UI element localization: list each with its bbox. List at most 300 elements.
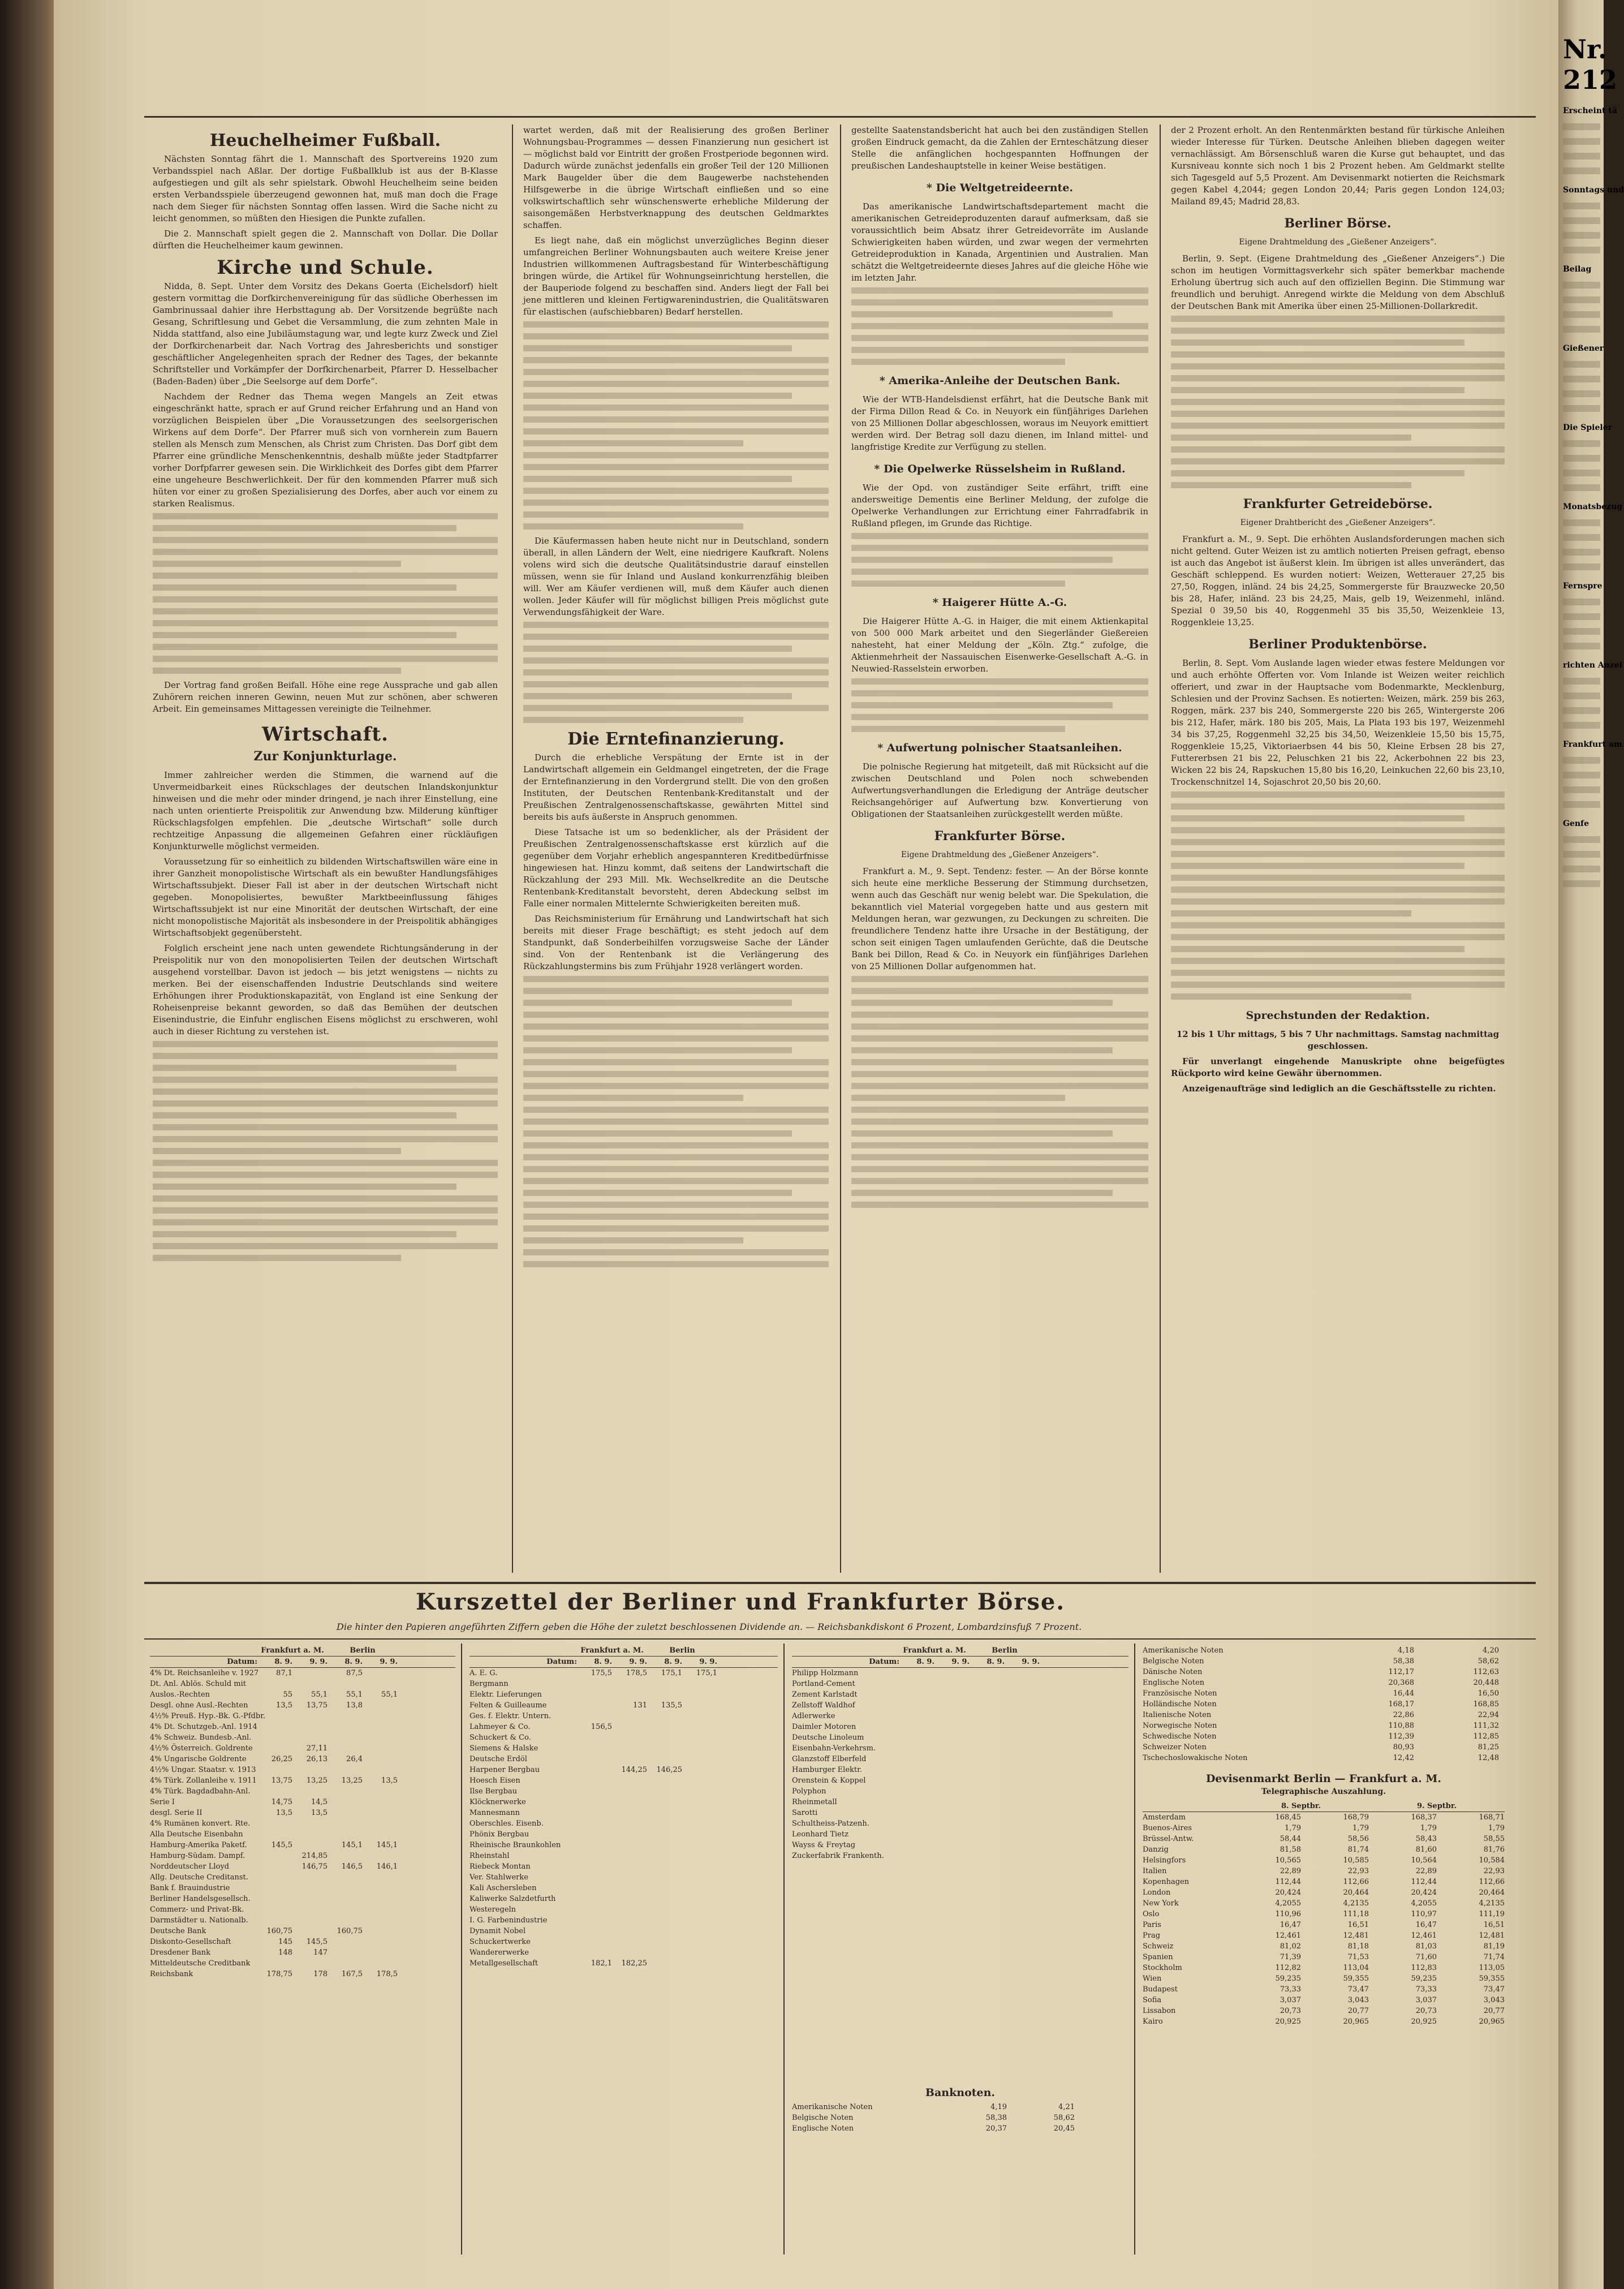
next-page-line <box>1563 707 1600 714</box>
next-page-line <box>1563 217 1600 224</box>
devisen-rate: 73,47 <box>1347 1985 1369 1994</box>
article-text: Die Käufermassen haben heute nicht nur in Deutschland, sondern überall, in allen Ländern der Welt, eine niedrigere Kaufkraft. Nolens volens wird sich die deutsche Qualitätsindustrie darauf einstellen müssen, wenn sie für Inland und Ausland konkurrenzfähig bleiben will. Wer am Käufer verdienen will, muß dem Käufer auch dienen wollen. Jeder Käufer will für möglichst billigen Preis möglichst gute Verwendungsfähigkeit der Ware. <box>523 536 829 617</box>
notice-text: Anzeigenaufträge sind lediglich an die Geschäftsstelle zu richten. <box>1182 1083 1496 1094</box>
quote-cell: 131 <box>633 1701 647 1710</box>
security-name: Rheinmetall <box>792 1798 837 1806</box>
devisen-row <box>1143 1984 1505 1995</box>
table-row <box>150 1668 455 1679</box>
devisen-rate: 20,73 <box>1415 2007 1437 2015</box>
devisen-row <box>1143 1930 1505 1941</box>
quote-cell: 14,5 <box>311 1798 328 1806</box>
security-name: Kaliwerke Salzdetfurth <box>469 1895 556 1903</box>
devisen-rate: 59,355 <box>1343 1974 1369 1983</box>
quote-cell <box>899 1732 934 1743</box>
security-name: Bergmann <box>469 1680 509 1688</box>
table-date-cell: 8. 9. <box>344 1658 363 1666</box>
quote-cell <box>970 1840 1005 1851</box>
quote-cell <box>363 1797 398 1808</box>
article-text: Frankfurt a. M., 9. Sept. Tendenz: fester. — An der Börse konnte sich heute eine merkliche Besserung der Stimmung durchsetzen, wenn auch das Geschäft nur wenig belebt war. Die Spekulation, die bekanntlich viel Material vorgegeben hatte und aus gestern mit Meldungen heran, war gezwungen, zu Deckungen zu schreiten. Die freundlichere Tendenz hatte ihre Ursache in der Bestätigung, der schon seit einigen Tagen umlaufenden Gerüchte, daß die Deutsche Bank bei Dillon, Read & Co. in Neuyork ein fünfjähriges Darlehen von 25 Millionen Dollar aufgenommen hat. <box>851 866 1148 971</box>
quote-cell <box>899 1829 934 1840</box>
security-name: Hamburg-Südam. Dampf. <box>150 1852 245 1860</box>
next-page-line <box>1563 153 1600 160</box>
banknote-name: Englische Noten <box>792 2124 854 2133</box>
quote-cell <box>899 1689 934 1700</box>
illegible-text-block <box>523 976 829 1267</box>
table-date-cell: 9. 9. <box>629 1658 647 1666</box>
kurs-table-industrie <box>469 1645 778 1969</box>
quote-cell <box>899 1797 934 1808</box>
table-row <box>469 1883 778 1894</box>
next-page-line <box>1563 549 1600 556</box>
next-page-line <box>1563 455 1600 462</box>
illegible-text-block <box>1171 316 1505 488</box>
security-name: A. E. G. <box>469 1669 498 1677</box>
quote-cell <box>612 1711 647 1722</box>
security-name: Portland-Cement <box>792 1680 855 1688</box>
devisen-place: Oslo <box>1143 1910 1160 1918</box>
table-row <box>792 1743 1128 1754</box>
quote-cell <box>934 1829 970 1840</box>
quote-cell: 145,5 <box>271 1841 292 1849</box>
quote-cell <box>647 1732 682 1743</box>
quote-cell <box>363 1700 398 1711</box>
devisen-place: Danzig <box>1143 1845 1169 1854</box>
devisen-rate: 20,464 <box>1343 1888 1369 1897</box>
column-2 <box>523 124 829 1273</box>
quote-cell <box>682 1947 717 1958</box>
quote-cell: 144,25 <box>621 1766 647 1774</box>
quote-cell <box>970 1851 1005 1861</box>
quote-cell <box>363 1786 398 1797</box>
table-row <box>150 1732 455 1743</box>
quote-cell: 13,75 <box>306 1701 328 1710</box>
quote-cell <box>612 1775 647 1786</box>
security-name: 4½% Ungar. Staatsr. v. 1913 <box>150 1766 256 1774</box>
quote-cell <box>970 1679 1005 1689</box>
devisen-rate: 16,47 <box>1280 1921 1301 1929</box>
quote-cell <box>363 1915 398 1926</box>
quote-cell <box>292 1829 328 1840</box>
quote-cell <box>934 1818 970 1829</box>
heading-berliner-boerse: Berliner Börse. <box>1284 216 1392 231</box>
table-date-cell: 9. 9. <box>951 1658 970 1666</box>
security-name: Philipp Holzmann <box>792 1669 859 1677</box>
next-page-line <box>1563 405 1600 412</box>
quote-cell <box>1005 1754 1040 1765</box>
quote-cell <box>647 1958 682 1969</box>
noten-name: Schweizer Noten <box>1143 1743 1207 1752</box>
devisen-rate: 22,89 <box>1415 1867 1437 1875</box>
quote-cell <box>612 1679 647 1689</box>
noten-sell: 4,20 <box>1483 1646 1499 1655</box>
quote-cell <box>934 1797 970 1808</box>
devisen-rate: 58,44 <box>1280 1835 1301 1843</box>
devisen-rate: 81,60 <box>1415 1845 1437 1854</box>
quote-cell <box>363 1668 398 1679</box>
quote-cell: 135,5 <box>661 1701 682 1710</box>
devisen-row <box>1143 2006 1505 2016</box>
quote-cell <box>577 1743 612 1754</box>
banknote-name: Belgische Noten <box>792 2114 854 2122</box>
article-text: Immer zahlreicher werden die Stimmen, die warnend auf die Unvermeidbarkeit eines Rückschlages der deutschen Inlandskonjunktur hinweisen und die mehr oder minder dringend, je nach ihrer Einstellung, eine nach unten orientierte Preispolitik zur Anwendung bzw. Milderung künftiger Rückschlagsfolgen empfehlen. Die „deutsche Wirtschaft“ solle durch rechtzeitige Anpassung die allgemeinen Gefahren einer rückläufigen Konjunkturwelle möglichst vermeiden. <box>153 770 498 851</box>
devisen-rate: 20,965 <box>1479 2017 1505 2026</box>
devisen-place: Stockholm <box>1143 1964 1182 1972</box>
quote-cell <box>1005 1732 1040 1743</box>
table-row <box>469 1915 778 1926</box>
banknote-sell: 58,62 <box>1053 2114 1075 2122</box>
security-name: 4% Rumänen konvert. Rte. <box>150 1819 251 1828</box>
heading-weltgetreideernte: * Die Weltgetreideernte. <box>926 182 1074 194</box>
noten-sell: 12,48 <box>1477 1754 1499 1762</box>
quote-cell: 27,11 <box>306 1744 328 1753</box>
devisen-rate: 20,73 <box>1280 2007 1301 2015</box>
next-page-line <box>1563 440 1600 447</box>
quote-cell <box>363 1722 398 1732</box>
quote-cell <box>682 1786 717 1797</box>
quote-cell <box>363 1743 398 1754</box>
heading-haigerer-huette: * Haigerer Hütte A.-G. <box>932 596 1067 609</box>
quote-cell <box>328 1732 363 1743</box>
quote-cell <box>934 1722 970 1732</box>
noten-name: Italienische Noten <box>1143 1711 1212 1719</box>
heading-konjunktur: Zur Konjunkturlage. <box>253 749 397 764</box>
table-group-frankfurt: Frankfurt a. M. <box>903 1646 966 1655</box>
quote-cell <box>934 1808 970 1818</box>
quote-cell <box>328 1722 363 1732</box>
devisen-rate: 3,037 <box>1280 1996 1301 2004</box>
quote-cell <box>577 1689 612 1700</box>
security-name: Dresdener Bank <box>150 1948 210 1957</box>
subheading-drahtbericht: Eigener Drahtbericht des „Gießener Anzeigers“. <box>1240 518 1436 527</box>
quote-cell <box>934 1668 970 1679</box>
heading-kirche-schule: Kirche und Schule. <box>217 256 434 279</box>
next-page-line <box>1563 866 1600 872</box>
quote-cell <box>934 1851 970 1861</box>
security-name: Leonhard Tietz <box>792 1830 848 1839</box>
noten-sell: 20,448 <box>1473 1679 1499 1687</box>
table-row <box>469 1937 778 1947</box>
next-page-line <box>1563 484 1600 491</box>
quote-cell <box>577 1679 612 1689</box>
heading-amerika-anleihe: * Amerika-Anleihe der Deutschen Bank. <box>879 375 1121 387</box>
table-row <box>469 1958 778 1969</box>
quote-cell <box>682 1894 717 1904</box>
devisen-title: Devisenmarkt Berlin — Frankfurt a. M. <box>1205 1772 1442 1785</box>
devisen-place: Italien <box>1143 1867 1167 1875</box>
devisen-rate: 12,461 <box>1411 1931 1437 1940</box>
security-name: Serie I <box>150 1798 175 1806</box>
table-label-cell <box>150 1645 257 1656</box>
quote-cell <box>899 1818 934 1829</box>
quote-cell <box>257 1818 292 1829</box>
quote-cell <box>647 1904 682 1915</box>
devisen-place: Budapest <box>1143 1985 1178 1994</box>
security-name: desgl. Serie II <box>150 1809 203 1817</box>
next-page-line <box>1563 247 1600 253</box>
table-row <box>469 1829 778 1840</box>
quote-cell <box>612 1926 647 1937</box>
table-date-cell: 8. 9. <box>987 1658 1005 1666</box>
quote-cell <box>257 1894 292 1904</box>
quote-cell <box>328 1797 363 1808</box>
devisen-rate: 16,51 <box>1347 1921 1369 1929</box>
quote-cell <box>577 1775 612 1786</box>
devisen-row <box>1143 1952 1505 1963</box>
quote-cell: 13,5 <box>276 1809 292 1817</box>
security-name: 4½% Preuß. Hyp.-Bk. G.-Pfdbr. <box>150 1712 266 1720</box>
quote-cell <box>612 1786 647 1797</box>
noten-name: Dänische Noten <box>1143 1668 1203 1676</box>
quote-cell <box>647 1808 682 1818</box>
banknote-row <box>792 2112 1128 2123</box>
article-text: wartet werden, daß mit der Realisierung des großen Berliner Wohnungsbau-Programmes — dessen Finanzierung nun gesichert ist — möglichst bald vor Eintritt der großen Frostperiode begonnen wird. Dadurch würde zunächst jedenfalls ein großer Teil der 120 Millionen Mark Baugelder über die dem Baugewerbe nachstehenden Hilfsgewerbe in die übrige Wirtschaft einfließen und so eine volkswirtschaftlich sehr wünschenswerte erhebliche Milderung der saisongemäßen Herbstverknappung des deutschen Geldmarktes schaffen. <box>523 125 829 230</box>
quote-cell <box>328 1679 363 1689</box>
banknote-buy: 58,38 <box>985 2114 1007 2122</box>
next-page-line <box>1563 880 1600 887</box>
quote-cell <box>257 1915 292 1926</box>
quote-cell <box>292 1926 328 1937</box>
noten-buy: 112,17 <box>1388 1668 1414 1676</box>
heading-getreideboerse: Frankfurter Getreidebörse. <box>1243 497 1433 511</box>
quote-cell <box>970 1829 1005 1840</box>
noten-sell: 58,62 <box>1477 1657 1499 1666</box>
quote-cell <box>934 1689 970 1700</box>
banknote-row <box>792 2123 1128 2134</box>
quote-cell <box>292 1732 328 1743</box>
table-date-header <box>150 1656 455 1668</box>
quote-cell <box>292 1958 328 1969</box>
security-name: Commerz- und Privat-Bk. <box>150 1905 244 1914</box>
devisen-rate: 1,79 <box>1420 1824 1437 1832</box>
security-name: Oberschles. Eisenb. <box>469 1819 544 1828</box>
quote-cell <box>647 1754 682 1765</box>
quote-cell: 13,25 <box>306 1776 328 1785</box>
next-page-line <box>1563 613 1600 620</box>
devisen-rate: 113,04 <box>1343 1964 1369 1972</box>
quote-cell <box>363 1894 398 1904</box>
table-row <box>469 1904 778 1915</box>
devisen-row <box>1143 1866 1505 1877</box>
table-group-header <box>792 1645 1128 1656</box>
table-date-cell: 9. 9. <box>1022 1658 1040 1666</box>
quote-cell <box>328 1904 363 1915</box>
table-row <box>150 1904 455 1915</box>
banknote-name: Amerikanische Noten <box>792 2103 873 2111</box>
next-page-line <box>1563 376 1600 382</box>
heading-frankfurter-boerse: Frankfurter Börse. <box>934 829 1066 844</box>
table-date-cell: 8. 9. <box>916 1658 934 1666</box>
table-row <box>150 1958 455 1969</box>
security-name: Schuckertwerke <box>469 1938 531 1946</box>
quote-cell <box>1005 1829 1040 1840</box>
quote-cell: 160,75 <box>266 1927 292 1935</box>
devisen-rate: 59,235 <box>1275 1974 1301 1983</box>
devisen-rate: 71,60 <box>1415 1953 1437 1961</box>
devisen-rate: 4,2055 <box>1275 1899 1301 1908</box>
article-text: Wie der WTB-Handelsdienst erfährt, hat die Deutsche Bank mit der Firma Dillon Read & Co. in Neuyork ein fünfjähriges Darlehen von 25 Millionen Dollar abgeschlossen, woraus im Neuyork emittiert werden wird. Der Betrag soll dazu dienen, im Inland mittel- und langfristige Kredite zur Verfügung zu stellen. <box>851 394 1148 452</box>
noten-sell: 16,50 <box>1477 1689 1499 1698</box>
noten-sell: 81,25 <box>1477 1743 1499 1752</box>
quote-cell: 55 <box>283 1690 292 1699</box>
table-row <box>150 1840 455 1851</box>
next-page-line <box>1563 772 1600 778</box>
illegible-text-block <box>153 513 498 674</box>
quote-cell <box>970 1732 1005 1743</box>
quote-cell <box>647 1722 682 1732</box>
quote-cell: 55,1 <box>311 1690 328 1699</box>
devisen-rate: 112,44 <box>1411 1878 1437 1886</box>
table-row <box>150 1829 455 1840</box>
noten-name: Tschechoslowakische Noten <box>1143 1754 1248 1762</box>
quote-cell <box>577 1904 612 1915</box>
table-row <box>469 1851 778 1861</box>
table-row <box>150 1861 455 1872</box>
devisen-rate: 81,19 <box>1483 1942 1505 1951</box>
devisen-rate: 73,33 <box>1280 1985 1301 1994</box>
banknote-buy: 4,19 <box>990 2103 1007 2111</box>
security-name: Zellstoff Waldhof <box>792 1701 855 1710</box>
next-page-line <box>1563 138 1600 145</box>
quote-cell <box>363 1937 398 1947</box>
quote-cell <box>292 1765 328 1775</box>
next-page-line <box>1563 801 1600 808</box>
heading-produktenboerse: Berliner Produktenbörse. <box>1248 637 1427 652</box>
devisen-place: Buenos-Aires <box>1143 1824 1192 1832</box>
devisen-rate: 71,74 <box>1483 1953 1505 1961</box>
quote-cell <box>682 1679 717 1689</box>
devisen-rate: 4,2135 <box>1479 1899 1505 1908</box>
devisen-row <box>1143 1855 1505 1866</box>
quote-cell <box>612 1743 647 1754</box>
quote-cell: 13,25 <box>341 1776 363 1785</box>
quote-cell <box>647 1894 682 1904</box>
security-name: Dynamit Nobel <box>469 1927 526 1935</box>
quote-cell <box>682 1851 717 1861</box>
noten-name: Belgische Noten <box>1143 1657 1204 1666</box>
devisen-rate: 10,564 <box>1411 1856 1437 1865</box>
quote-cell <box>1005 1668 1040 1679</box>
quote-cell <box>577 1883 612 1894</box>
quote-cell: 26,4 <box>346 1755 363 1763</box>
quote-cell: 145,5 <box>306 1938 328 1946</box>
table-row <box>150 1786 455 1797</box>
devisen-rate: 73,33 <box>1415 1985 1437 1994</box>
table-row <box>792 1840 1128 1851</box>
article-text: Die Haigerer Hütte A.-G. in Haiger, die mit einem Aktienkapital von 500 000 Mark arbeitet und den Siegerländer Gießereien nahesteht, hat einer Meldung der „Köln. Ztg.“ zufolge, die Aktienmehrheit der Nassauischen Eisenwerke-Gesellschaft A.-G. in Neuwied-Rasselstein erworben. <box>851 616 1148 674</box>
table-row <box>150 1679 455 1689</box>
noten-row <box>1143 1753 1505 1763</box>
quote-cell <box>899 1765 934 1775</box>
devisen-rate: 20,925 <box>1411 2017 1437 2026</box>
devisen-rate: 168,79 <box>1343 1813 1369 1822</box>
quote-cell <box>328 1937 363 1947</box>
devisen-place: Amsterdam <box>1143 1813 1186 1822</box>
devisen-rate: 81,02 <box>1280 1942 1301 1951</box>
table-row <box>469 1894 778 1904</box>
kurszettel-sub-rule <box>144 1638 1536 1640</box>
quote-cell <box>257 1883 292 1894</box>
quote-cell <box>257 1732 292 1743</box>
quote-cell <box>292 1872 328 1883</box>
quote-cell <box>577 1818 612 1829</box>
quote-cell <box>612 1851 647 1861</box>
quote-cell <box>328 1786 363 1797</box>
quote-cell <box>647 1818 682 1829</box>
quote-cell: 26,25 <box>271 1755 292 1763</box>
banknoten-title: Banknoten. <box>925 2086 996 2099</box>
quote-cell <box>363 1947 398 1958</box>
quote-cell <box>577 1861 612 1872</box>
devisen-row <box>1143 1834 1505 1844</box>
devisen-rate: 20,424 <box>1411 1888 1437 1897</box>
security-name: Schuckert & Co. <box>469 1733 531 1742</box>
banknote-sell: 4,21 <box>1058 2103 1075 2111</box>
next-page-line <box>1563 203 1600 209</box>
security-name: Desgl. ohne Ausl.-Rechten <box>150 1701 248 1710</box>
quote-cell: 13,5 <box>381 1776 398 1785</box>
quote-cell <box>257 1904 292 1915</box>
devisen-place: Brüssel-Antw. <box>1143 1835 1194 1843</box>
security-name: Eisenbahn-Verkehrsm. <box>792 1744 876 1753</box>
article-text: Es liegt nahe, daß ein möglichst unverzügliches Beginn dieser umfangreichen Berliner Wohnungsbauten auch weitere Kreise jener Industrien willkommenen Auftragsbestand für Winterbeschäftigung bringen würde, die Artikel für Wohnungseinrichtung herstellen, die der Bauperiode folgend zu beschaffen sind. Anders liegt der Fall bei jene mittleren und kleinen Fertigwarenindustrien, die Qualitätswaren für elastischen (aufschiebbaren) Bedarf herstellen. <box>523 235 829 317</box>
quote-cell <box>682 1732 717 1743</box>
column-3 <box>851 124 1148 1214</box>
next-page-line <box>1563 643 1600 649</box>
table-row <box>469 1808 778 1818</box>
security-name: Kali Aschersleben <box>469 1884 537 1892</box>
quote-cell <box>612 1872 647 1883</box>
heading-wirtschaft: Wirtschaft. <box>262 723 389 746</box>
quote-cell: 160,75 <box>337 1927 363 1935</box>
table-row <box>469 1947 778 1958</box>
quote-cell <box>292 1915 328 1926</box>
devisen-row <box>1143 1909 1505 1920</box>
security-name: Metallgesellschaft <box>469 1959 539 1968</box>
quote-cell <box>612 1894 647 1904</box>
quote-cell: 87,1 <box>276 1669 292 1677</box>
devisen-row <box>1143 1973 1505 1984</box>
quote-cell <box>970 1754 1005 1765</box>
table-row <box>469 1840 778 1851</box>
noten-name: Schwedische Noten <box>1143 1732 1217 1741</box>
quote-cell <box>612 1904 647 1915</box>
article-text: Durch die erhebliche Verspätung der Ernte ist in der Landwirtschaft allgemein ein Geldmangel eingetreten, der die Frage der Erntefinanzierung in den Vordergrund stellt. Die von den großen Instituten, der Deutschen Rentenbank-Kreditanstalt und der Preußischen Zentralgenossenschaftskasse, gewährten Mittel sind bereits bis aufs äußerste in Anspruch genommen. <box>523 752 829 822</box>
noten-buy: 58,38 <box>1393 1657 1414 1666</box>
heading-fussball: Heuchelheimer Fußball. <box>209 131 441 150</box>
devisen-place: Schweiz <box>1143 1942 1174 1951</box>
article-text: Wie der Opd. von zuständiger Seite erfährt, trifft eine andersweitige Dementis eine Berliner Meldung, der zufolge die Opelwerke Verhandlungen zur Errichtung einer Fahrradfabrik in Rußland pflegen, im Grunde das Richtige. <box>851 483 1148 528</box>
table-row <box>469 1700 778 1711</box>
quote-cell <box>899 1775 934 1786</box>
noten-row <box>1143 1720 1505 1731</box>
table-date-cell: 9. 9. <box>699 1658 717 1666</box>
quote-cell: 146,75 <box>301 1862 328 1871</box>
devisen-rate: 20,925 <box>1275 2017 1301 2026</box>
quote-cell <box>970 1786 1005 1797</box>
next-page-line <box>1563 599 1600 605</box>
devisen-rate: 168,45 <box>1275 1813 1301 1822</box>
quote-cell <box>363 1904 398 1915</box>
quote-cell <box>363 1732 398 1743</box>
table-row <box>792 1754 1128 1765</box>
security-name: Riebeck Montan <box>469 1862 531 1871</box>
devisen-rate: 71,39 <box>1280 1953 1301 1961</box>
article-text: Das Reichsministerium für Ernährung und Landwirtschaft hat sich bereits mit dieser Frage beschäftigt; es steht jedoch auf dem Standpunkt, daß Sonderbeihilfen vorzugsweise Sache der Länder sind. Von der Rentenbank ist die Verlängerung des Rückzahlungstermins bis zum Frühjahr 1928 verlängert worden. <box>523 914 829 971</box>
security-name: Allg. Deutsche Creditanst. <box>150 1873 248 1882</box>
kurs-table-anleihen <box>150 1645 455 1980</box>
book-binding <box>0 0 54 2289</box>
security-name: Daimler Motoren <box>792 1723 856 1731</box>
